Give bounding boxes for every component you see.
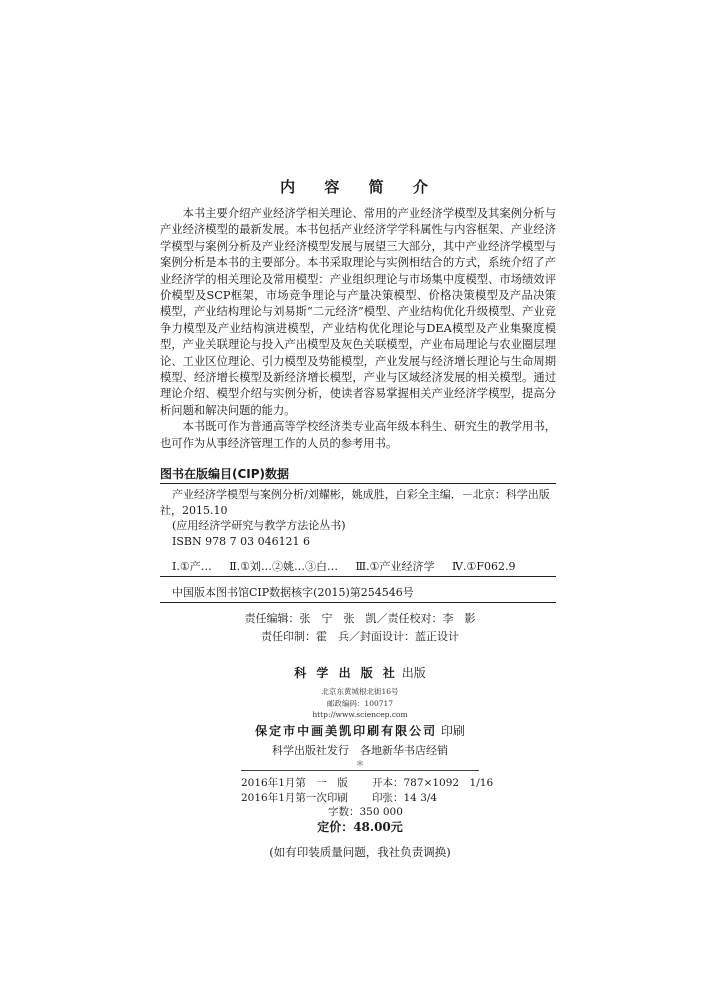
summary-paragraph-2: 本书既可作为普通高等学校经济类专业高年级本科生、研究生的教学用书，也可作为从事经济管理工作的人员的参考用书。 — [160, 420, 556, 450]
credits-line-2: 责任印制：霍 兵／封面设计：蓝正设计 — [261, 630, 459, 643]
edition-rule — [241, 770, 479, 771]
credits-line-1: 责任编辑：张 宁 张 凯／责任校对：李 影 — [244, 612, 476, 625]
distribution-line: 科学出版社发行 各地新华书店经销 — [272, 744, 448, 757]
publisher-line — [0, 664, 720, 681]
cip-isbn: ISBN 978 7 03 046121 6 — [172, 534, 311, 548]
printer-line — [0, 722, 720, 739]
printed-sheets: 印张：14 3/4 — [372, 792, 438, 804]
publisher-suffix: 出版 — [401, 666, 426, 680]
cip-verify-number: 中国版本图书馆CIP数据核字(2015)第254546号 — [172, 586, 414, 599]
printer-name: 保定市中画美凯印刷有限公司 — [255, 724, 438, 738]
summary-paragraph-1: 本书主要介绍产业经济学相关理论、常用的产业经济学模型及其案例分析与产业经济模型的最新发展。本书包括产业经济学学科属性与内容框架、产业经济学模型与案例分析及产业经济模型发展与展望三大部分，其中产业经济学模型与案例分析是本书的主要部分。本书采取理论与实例相结合的方式，系统介绍了产业经济学的相关理论及常用模型：产业组织理论与市场集中度模型、市场绩效评价模型及SCP框架，市场竞争理论与产量决策模型、价格决策模型及产品决策模型，产业结构理论与刘易斯“二元经济”模型、产业结构优化升级模型、产业竞争力模型及产业结构演进模型，产业结构优化理论与DEA模型及产业集聚度模型，产业关联理论与投入产出模型及灰色关联模型，产业布局理论与农业圈层理论、工业区位理论、引力模型及势能模型，产业发展与经济增长理论与生命周期模型、经济增长模型及新经济增长模型，产业与区域经济发展的相关模型。通过理论介绍、模型介绍与实例分析，使读者容易掌握相关产业经济学模型，提高分析问题和解决问题的能力。 — [160, 207, 556, 417]
cip-classification — [172, 558, 556, 574]
publisher-address: 北京东黄城根北街16号 — [321, 687, 399, 696]
cip-bottom-rule — [160, 602, 556, 603]
cip-class-1: Ⅰ.①产… — [172, 560, 212, 573]
price: 定价：48.00元 — [317, 820, 403, 834]
summary-text — [160, 206, 556, 452]
cip-series: (应用经济学研究与教学方法论丛书) — [172, 519, 346, 532]
cip-heading: 图书在版编目(CIP)数据 — [160, 467, 290, 481]
cip-record — [160, 487, 556, 549]
publisher-name: 科 学 出 版 社 — [294, 666, 398, 680]
quality-notice: (如有印装质量问题，我社负责调换) — [269, 845, 451, 859]
printing-first: 2016年1月第一次印刷 — [241, 792, 348, 804]
cip-top-rule — [160, 483, 556, 484]
cip-class-2: Ⅱ.①刘…②姚…③白… — [229, 560, 339, 573]
cip-record-text: 产业经济学模型与案例分析/刘耀彬，姚成胜，白彩全主编．－北京：科学出版社，2015.10 — [160, 488, 550, 517]
publisher-url: http://www.sciencep.com — [312, 710, 408, 719]
cip-mid-rule — [160, 576, 556, 577]
printer-suffix: 印刷 — [440, 724, 465, 738]
word-count: 字数：350 000 — [328, 806, 403, 818]
separator-star: ＊ — [356, 759, 364, 768]
publisher-postcode: 邮政编码：100717 — [326, 699, 394, 708]
format-size: 开本：787×1092 1/16 — [372, 777, 494, 789]
summary-title: 内 容 简 介 — [280, 178, 440, 196]
cip-class-4: Ⅳ.①F062.9 — [452, 560, 516, 573]
cip-class-3: Ⅲ.①产业经济学 — [355, 560, 435, 573]
edition-first: 2016年1月第 一 版 — [241, 777, 348, 789]
